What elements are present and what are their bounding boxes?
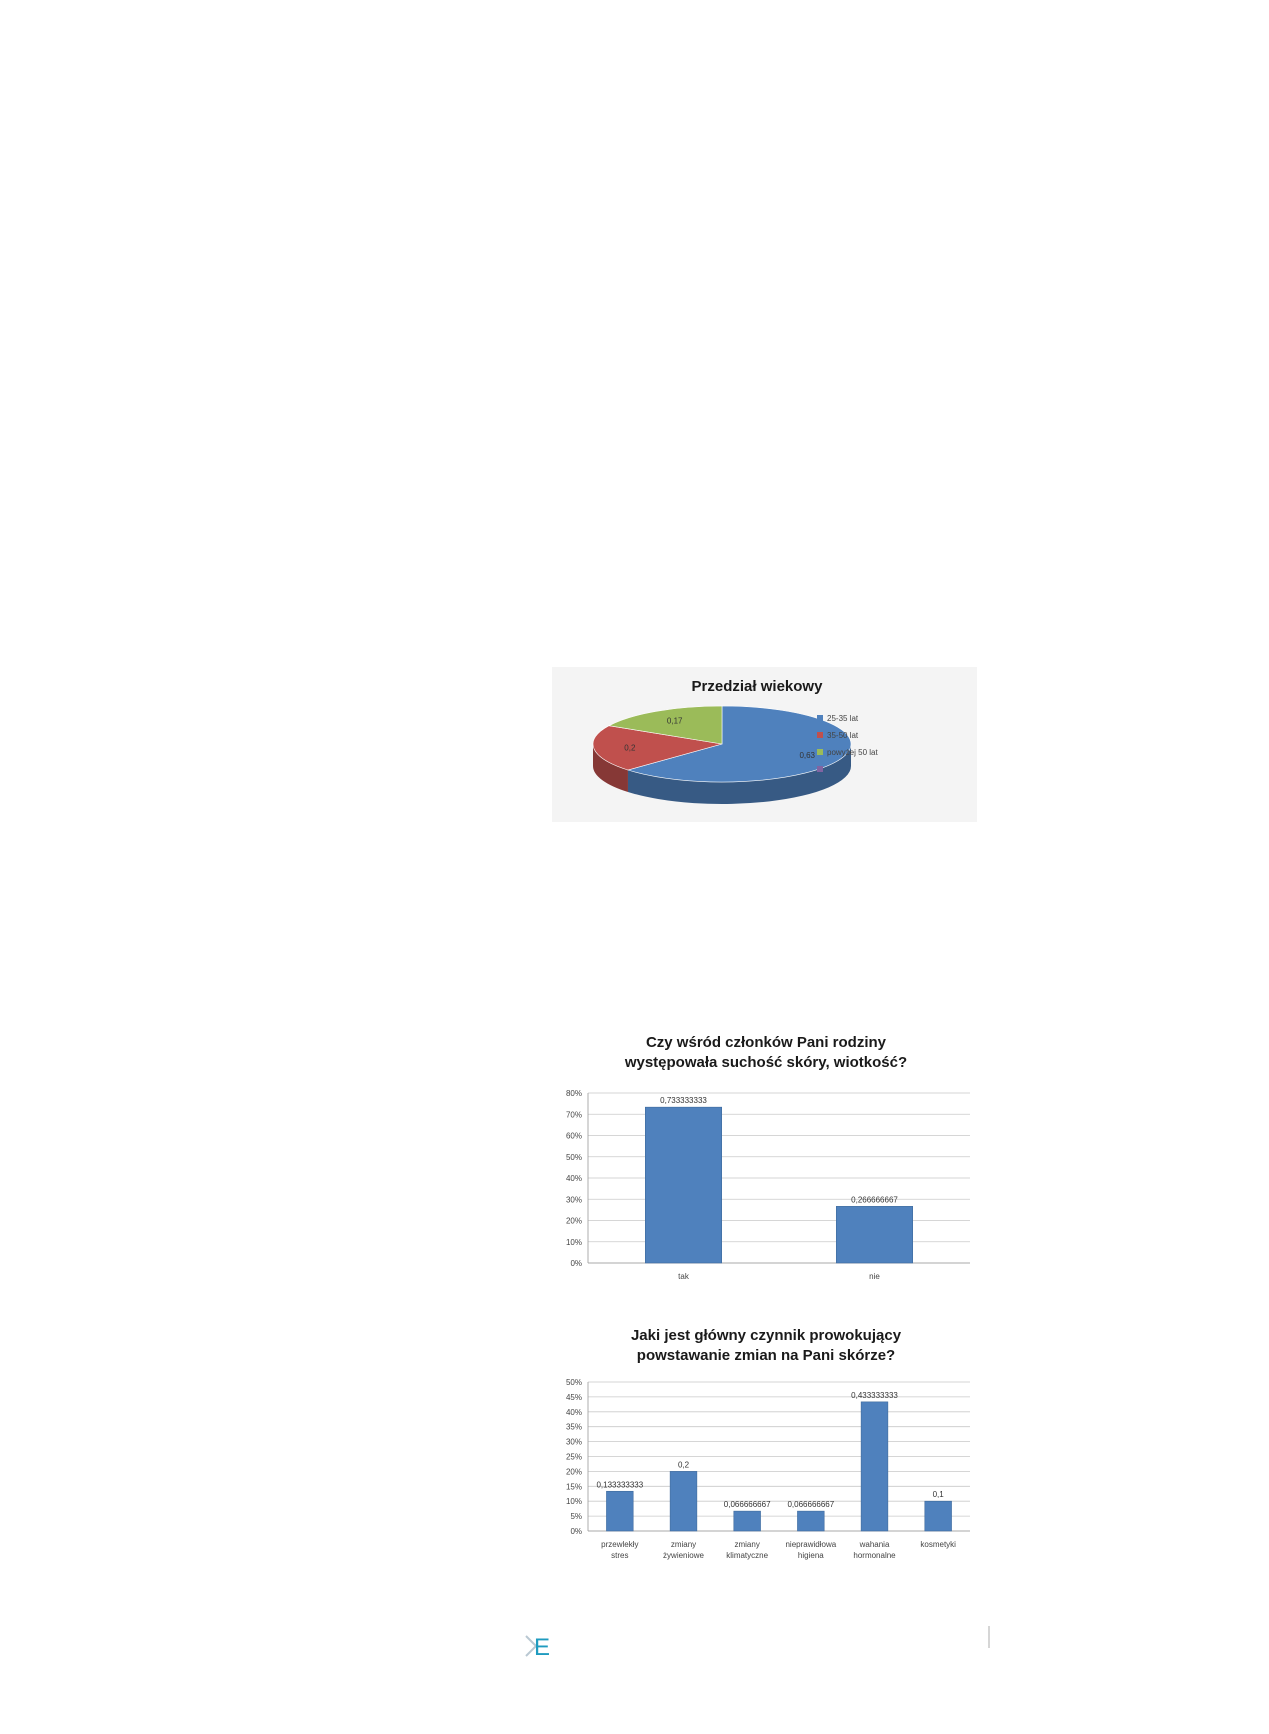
x-tick-label: zmiany [734, 1540, 760, 1549]
bar-data-label: 0,133333333 [596, 1480, 644, 1490]
y-tick-label: 40% [565, 1407, 582, 1417]
legend-label: powyżej 50 lat [827, 748, 878, 757]
legend-swatch [817, 766, 823, 772]
bar [670, 1471, 697, 1531]
pie-chart-panel [552, 667, 977, 822]
chart-title-line: Czy wśród członków Pani rodziny [645, 1034, 887, 1051]
x-tick-label: przewlekły [601, 1540, 639, 1549]
y-tick-label: 20% [565, 1467, 582, 1477]
legend-label: 35-50 lat [827, 731, 859, 740]
bar-data-label: 0,066666667 [787, 1500, 835, 1510]
bar-data-label: 0,2 [677, 1460, 690, 1470]
x-tick-label: tak [678, 1272, 689, 1281]
bar-data-label: 0,1 [932, 1490, 944, 1500]
pie-data-label: 0,2 [624, 743, 636, 753]
bar [645, 1107, 721, 1263]
family-history-bar-chart [548, 1023, 973, 1285]
x-tick-label: klimatyczne [726, 1551, 769, 1560]
y-tick-label: 20% [565, 1216, 582, 1226]
bar [861, 1402, 888, 1531]
footer-divider [988, 1626, 990, 1648]
bar-data-label: 0,433333333 [851, 1390, 898, 1400]
bar [734, 1511, 761, 1531]
y-tick-label: 40% [565, 1174, 582, 1183]
y-tick-label: 0% [570, 1527, 582, 1536]
x-tick-label: nie [869, 1272, 880, 1281]
E-logo-icon [524, 1632, 558, 1660]
y-tick-label: 15% [565, 1482, 582, 1492]
x-tick-label: wahania [859, 1540, 890, 1549]
bar [797, 1511, 824, 1531]
trigger-factor-bar-chart [548, 1318, 973, 1563]
y-tick-label: 60% [565, 1131, 582, 1141]
x-tick-label: stres [611, 1551, 629, 1560]
svg-text:E: E [534, 1634, 551, 1660]
y-tick-label: 10% [565, 1237, 582, 1247]
x-tick-label: zmiany [670, 1540, 697, 1549]
x-tick-label: kosmetyki [920, 1540, 956, 1549]
x-tick-label: żywieniowe [663, 1551, 704, 1560]
y-tick-label: 50% [565, 1152, 582, 1162]
bar-chart-2-panel [548, 1318, 973, 1563]
bar-data-label: 0,733333333 [660, 1096, 707, 1106]
bar-data-label: 0,266666667 [851, 1195, 898, 1205]
pie-data-label: 0,17 [666, 716, 683, 726]
y-tick-label: 25% [565, 1452, 582, 1462]
y-tick-label: 10% [565, 1497, 582, 1507]
y-tick-label: 30% [565, 1437, 582, 1447]
pie-chart [552, 667, 977, 822]
bar [925, 1501, 952, 1531]
bar [606, 1491, 633, 1531]
y-tick-label: 80% [565, 1089, 582, 1098]
y-tick-label: 50% [565, 1378, 582, 1387]
legend-swatch [817, 749, 823, 755]
y-tick-label: 45% [565, 1392, 582, 1402]
pie-chart-title: Przedział wiekowy [691, 678, 823, 695]
legend-swatch [817, 715, 823, 721]
chart-title-line: Jaki jest główny czynnik prowokujący [630, 1327, 902, 1344]
x-tick-label: hormonalne [853, 1551, 896, 1560]
chart-title-line: występowała suchość skóry, wiotkość? [624, 1054, 908, 1071]
y-tick-label: 0% [570, 1259, 582, 1268]
legend-swatch [817, 732, 823, 738]
y-tick-label: 70% [565, 1110, 582, 1120]
x-tick-label: higiena [797, 1551, 824, 1560]
pie-data-label: 0,63 [799, 750, 816, 760]
x-tick-label: nieprawidłowa [785, 1540, 837, 1549]
bar-data-label: 0,066666667 [723, 1500, 771, 1510]
chart-title-line: powstawanie zmian na Pani skórze? [636, 1347, 896, 1364]
y-tick-label: 35% [565, 1422, 582, 1432]
bar [836, 1206, 912, 1263]
legend-label: 25-35 lat [827, 714, 859, 723]
y-tick-label: 5% [570, 1512, 582, 1522]
bar-chart-1-panel [548, 1023, 973, 1285]
y-tick-label: 30% [565, 1195, 582, 1205]
